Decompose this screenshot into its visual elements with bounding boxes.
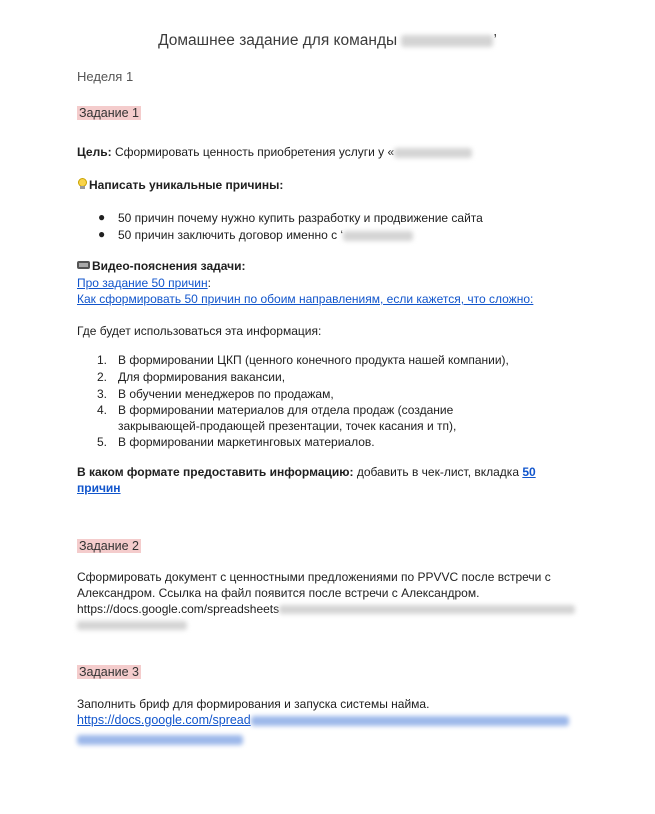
title-text: Домашнее задание для команды <box>158 32 398 49</box>
list-number: 2. <box>97 370 108 384</box>
list-item: В формировании материалов для отдела продаж (создание <box>118 403 454 417</box>
list-item-continued: закрывающей-продающей презентации, точек касания и тп), <box>118 419 457 433</box>
video-link-1-row <box>77 276 211 290</box>
list-number: 5. <box>97 435 108 449</box>
goal-label: Цель: <box>77 145 112 159</box>
usage-intro: Где будет использоваться эта информация: <box>77 324 322 338</box>
lightbulb-icon <box>77 178 88 190</box>
spreadsheet-url-text: https://docs.google.com/spreadsheets <box>77 602 280 616</box>
redacted-url <box>279 605 575 614</box>
task3-link-row-2 <box>77 732 243 746</box>
task2-line2: Александром. Ссылка на файл появится после встречи с Александром. <box>77 586 480 600</box>
task2-line4 <box>77 618 187 632</box>
task2-line3 <box>77 602 575 616</box>
task3-link-row <box>77 713 569 727</box>
format-text: добавить в чек-лист, вкладка <box>353 465 523 479</box>
task1-heading-text: Задание 1 <box>79 106 140 120</box>
list-item: В формировании ЦКП (ценного конечного продукта нашей компании), <box>118 353 509 367</box>
week-label: Неделя 1 <box>77 69 134 84</box>
video-link-2-row <box>77 292 533 306</box>
list-number: 3. <box>97 387 108 401</box>
checklist-tab-link[interactable]: 50 <box>522 465 536 479</box>
bullet-icon: ● <box>98 227 106 241</box>
task1-heading <box>77 106 141 120</box>
task1-goal <box>77 145 472 159</box>
video-icon <box>77 260 90 270</box>
list-item: Для формирования вакансии, <box>118 370 286 384</box>
redacted-url-tail <box>77 621 187 630</box>
redacted-link <box>251 716 569 726</box>
task3-heading <box>77 665 141 679</box>
format-row <box>77 465 536 479</box>
redacted-link-tail <box>77 735 243 745</box>
document-title <box>0 32 655 50</box>
brief-link[interactable]: https://docs.google.com/spread <box>77 713 251 727</box>
list-number: 4. <box>97 403 108 417</box>
reasons-heading-text: Написать уникальные причины: <box>89 178 284 192</box>
task2-heading-text: Задание 2 <box>79 539 140 553</box>
redacted-company <box>394 148 472 158</box>
list-item-text: 50 причин заключить договор именно с ‘ <box>118 228 344 242</box>
task2-line1: Сформировать документ с ценностными предложениями по PPVVC после встречи с <box>77 570 551 584</box>
list-item: 50 причин почему нужно купить разработку и продвижение сайта <box>118 211 483 225</box>
format-label: В каком формате предоставить информацию: <box>77 465 354 479</box>
task3-line1: Заполнить бриф для формирования и запуска системы найма. <box>77 697 430 711</box>
task2-heading <box>77 539 141 553</box>
goal-text: Сформировать ценность приобретения услуги у « <box>114 145 395 159</box>
video-link-2[interactable]: Как сформировать 50 причин по обоим направлениям, если кажется, что сложно: <box>77 292 534 306</box>
checklist-tab-link-cont[interactable]: причин <box>77 481 121 495</box>
list-item: В формировании маркетинговых материалов. <box>118 435 375 449</box>
list-number: 1. <box>97 353 108 367</box>
list-item: В обучении менеджеров по продажам, <box>118 387 334 401</box>
bullet-icon: ● <box>98 210 106 224</box>
video-link-1-tail: : <box>207 276 211 290</box>
redacted-team-name <box>401 35 493 47</box>
video-heading <box>77 259 245 273</box>
reasons-heading <box>77 178 283 192</box>
title-suffix: ’ <box>493 32 497 49</box>
redacted-company <box>343 231 413 241</box>
task3-heading-text: Задание 3 <box>79 665 140 679</box>
list-item <box>118 228 413 242</box>
video-heading-text: Видео-пояснения задачи: <box>92 259 246 273</box>
format-row-2 <box>77 481 121 495</box>
video-link-1[interactable]: Про задание 50 причин <box>77 276 208 290</box>
